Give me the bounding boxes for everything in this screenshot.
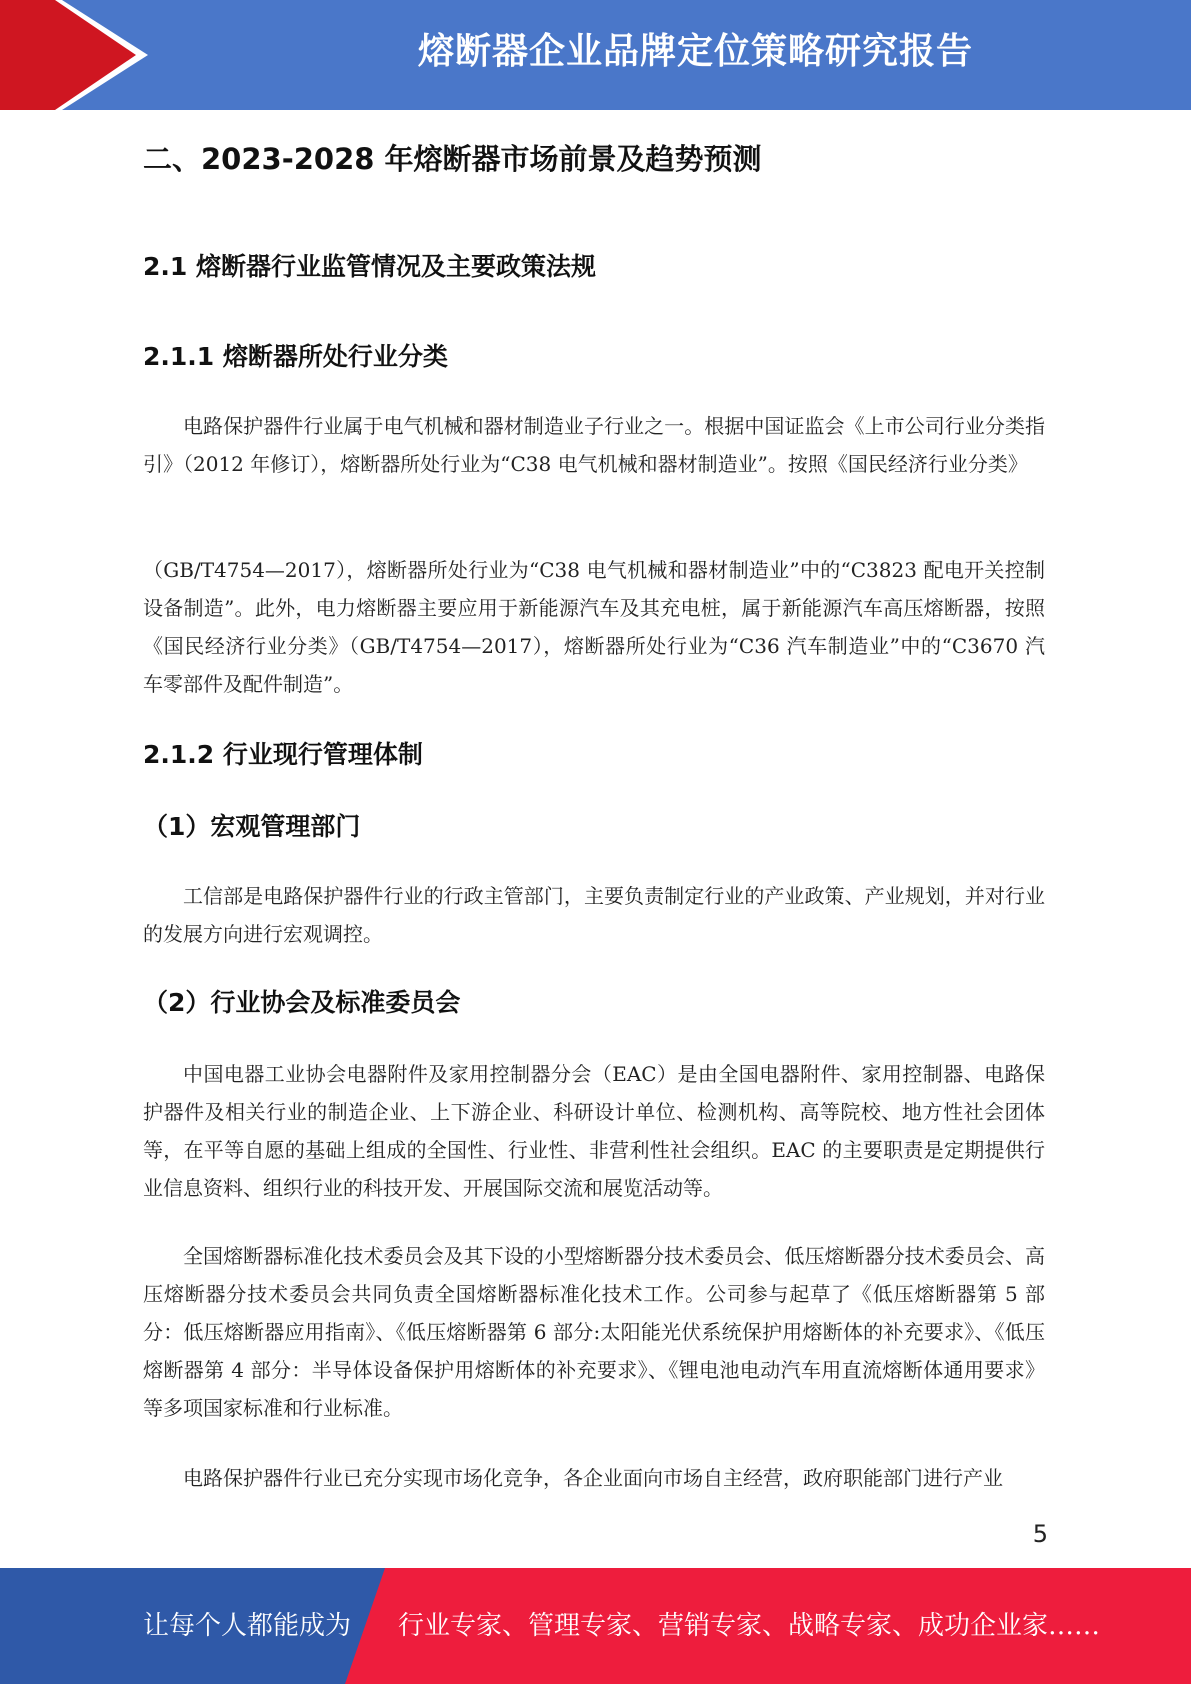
header-chevron-decoration: [0, 0, 160, 110]
heading-macro-management: （1）宏观管理部门: [143, 812, 361, 841]
paragraph-association-2: 全国熔断器标准化技术委员会及其下设的小型熔断器分技术委员会、低压熔断器分技术委员会、高压熔断器分技术委员会共同负责全国熔断器标准化技术工作。公司参与起草了《低压熔断器第 5 部分：低压熔断器应用指南》、《低压熔断器第 6 部分:太阳能光伏系统保护用熔断体的补充要求》、《低压熔断器第 4 部分：半导体设备保护用熔断体的补充要求》、《锂电池电动汽车用直流熔断体通用要求》等多项国家标准和行业标准。: [143, 1244, 1045, 1420]
footer-slogan-right: 行业专家、管理专家、营销专家、战略专家、成功企业家……: [398, 1611, 1101, 1641]
paragraph-classification-2: （GB/T4754—2017），熔断器所处行业为“C38 电气机械和器材制造业”中的“C3823 配电开关控制设备制造”。此外，电力熔断器主要应用于新能源汽车及其充电桩，属于新能源汽车高压熔断器，按照《国民经济行业分类》（GB/T4754—2017），熔断器所处行业为“C36 汽车制造业”中的“C3670 汽车零部件及配件制造”。: [143, 558, 1045, 696]
subsection-2-1-title: 2.1 熔断器行业监管情况及主要政策法规: [143, 252, 596, 281]
subsection-2-1-2-title: 2.1.2 行业现行管理体制: [143, 740, 423, 769]
footer-banner: [0, 1568, 1191, 1684]
paragraph-macro-management: 工信部是电路保护器件行业的行政主管部门，主要负责制定行业的产业政策、产业规划，并对行业的发展方向进行宏观调控。: [143, 884, 1045, 946]
report-title: 熔断器企业品牌定位策略研究报告: [417, 31, 973, 72]
section-title: 二、2023-2028 年熔断器市场前景及趋势预测: [143, 142, 762, 176]
paragraph-association-1: 中国电器工业协会电器附件及家用控制器分会（EAC）是由全国电器附件、家用控制器、电路保护器件及相关行业的制造企业、上下游企业、科研设计单位、检测机构、高等院校、地方性社会团体等，在平等自愿的基础上组成的全国性、行业性、非营利性社会组织。EAC 的主要职责是定期提供行业信息资料、组织行业的科技开发、开展国际交流和展览活动等。: [143, 1062, 1045, 1200]
page-number: 5: [1032, 1520, 1048, 1548]
subsection-2-1-1-title: 2.1.1 熔断器所处行业分类: [143, 342, 448, 371]
heading-industry-association: （2）行业协会及标准委员会: [143, 988, 461, 1017]
header-banner: [0, 0, 1191, 110]
paragraph-classification-1: 电路保护器件行业属于电气机械和器材制造业子行业之一。根据中国证监会《上市公司行业分类指引》（2012 年修订），熔断器所处行业为“C38 电气机械和器材制造业”。按照《国民经济行业分类》: [143, 414, 1045, 476]
footer-slogan-left: 让每个人都能成为: [143, 1611, 352, 1641]
paragraph-association-3: 电路保护器件行业已充分实现市场化竞争，各企业面向市场自主经营，政府职能部门进行产业: [183, 1466, 1003, 1490]
